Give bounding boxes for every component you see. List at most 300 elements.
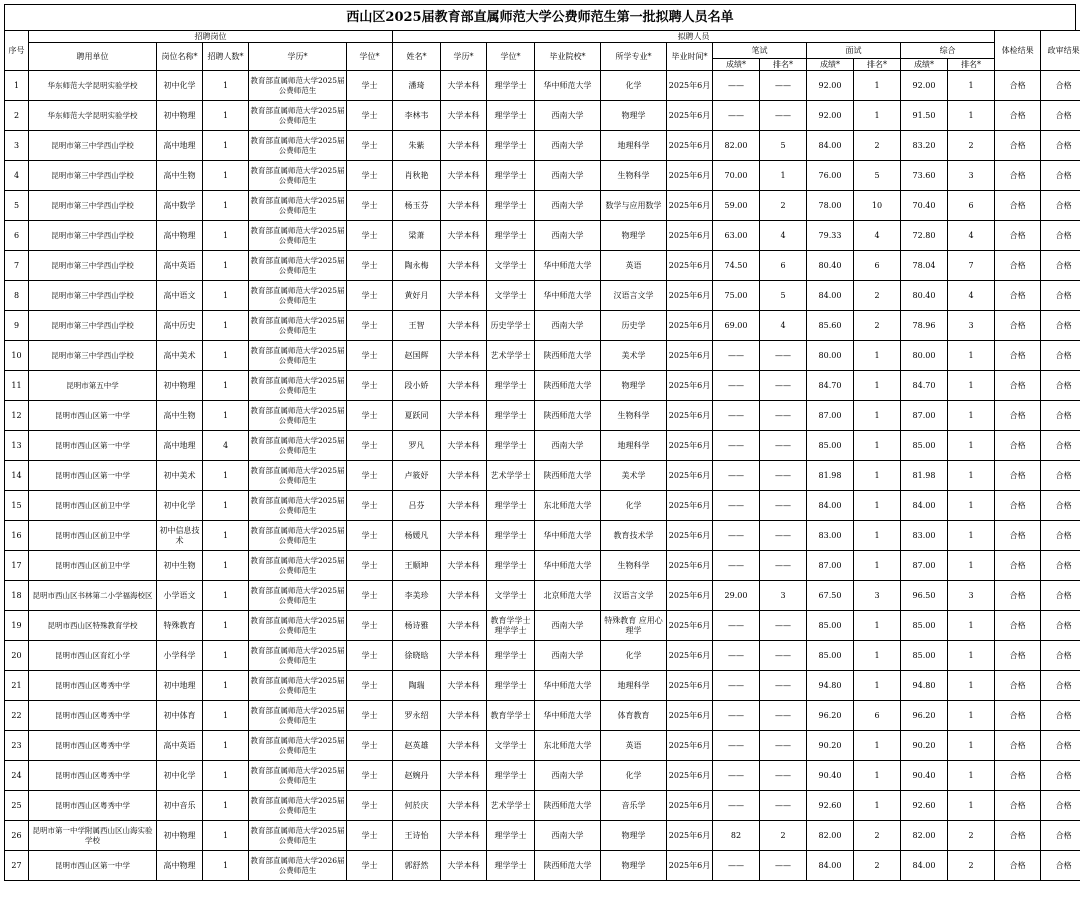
cell-education-req: 教育部直属师范大学2025届公费师范生 — [249, 131, 347, 161]
cell-major: 物理学 — [601, 821, 667, 851]
cell-degree: 理学学士 — [487, 401, 535, 431]
cell-school: 华中师范大学 — [535, 701, 601, 731]
cell-written-rank: 1 — [760, 161, 807, 191]
cell-name: 梁萧 — [393, 221, 441, 251]
cell-interview-rank: 1 — [854, 401, 901, 431]
cell-education-req: 教育部直属师范大学2025届公费师范生 — [249, 101, 347, 131]
cell-written-score: —— — [713, 761, 760, 791]
cell-recruit-num: 1 — [203, 791, 249, 821]
cell-grad-time: 2025年6月 — [667, 641, 713, 671]
cell-political: 合格 — [1041, 581, 1080, 611]
cell-post: 高中物理 — [157, 221, 203, 251]
cell-school: 陕西师范大学 — [535, 851, 601, 881]
header-political: 政审结果 — [1041, 31, 1080, 71]
cell-major: 英语 — [601, 731, 667, 761]
cell-post: 初中信息技术 — [157, 521, 203, 551]
cell-interview-score: 92.60 — [807, 791, 854, 821]
cell-overall-rank: 1 — [948, 101, 995, 131]
cell-degree-req: 学士 — [347, 71, 393, 101]
cell-overall-rank: 2 — [948, 131, 995, 161]
cell-grad-time: 2025年6月 — [667, 401, 713, 431]
cell-interview-score: 85.00 — [807, 641, 854, 671]
cell-recruit-num: 1 — [203, 611, 249, 641]
cell-post: 小学语文 — [157, 581, 203, 611]
cell-education-req: 教育部直属师范大学2025届公费师范生 — [249, 461, 347, 491]
cell-seq: 24 — [5, 761, 29, 791]
cell-political: 合格 — [1041, 791, 1080, 821]
cell-interview-rank: 5 — [854, 161, 901, 191]
cell-recruit-num: 1 — [203, 671, 249, 701]
table-row — [5, 341, 1080, 371]
cell-education-req: 教育部直属师范大学2025届公费师范生 — [249, 221, 347, 251]
cell-recruit-num: 1 — [203, 251, 249, 281]
header-overall-rank: 排名* — [948, 59, 995, 71]
cell-overall-rank: 1 — [948, 731, 995, 761]
table-row — [5, 791, 1080, 821]
cell-overall-score: 85.00 — [901, 641, 948, 671]
cell-school: 西南大学 — [535, 161, 601, 191]
cell-interview-rank: 6 — [854, 701, 901, 731]
cell-unit: 昆明市第五中学 — [29, 371, 157, 401]
cell-degree: 历史学学士 — [487, 311, 535, 341]
cell-degree-req: 学士 — [347, 191, 393, 221]
header-interview: 面试 — [807, 43, 901, 59]
cell-political: 合格 — [1041, 341, 1080, 371]
cell-overall-rank: 3 — [948, 311, 995, 341]
cell-major: 音乐学 — [601, 791, 667, 821]
cell-grad-time: 2025年6月 — [667, 821, 713, 851]
cell-grad-time: 2025年6月 — [667, 311, 713, 341]
cell-written-rank: —— — [760, 551, 807, 581]
cell-unit: 昆明市西山区粤秀中学 — [29, 671, 157, 701]
cell-education: 大学本科 — [441, 131, 487, 161]
cell-overall-rank: 1 — [948, 761, 995, 791]
cell-written-rank: —— — [760, 371, 807, 401]
cell-overall-rank: 1 — [948, 461, 995, 491]
cell-school: 华中师范大学 — [535, 71, 601, 101]
cell-written-score: —— — [713, 491, 760, 521]
cell-post: 小学科学 — [157, 641, 203, 671]
cell-physical: 合格 — [995, 581, 1041, 611]
cell-grad-time: 2025年6月 — [667, 491, 713, 521]
cell-overall-score: 92.00 — [901, 71, 948, 101]
cell-school: 华中师范大学 — [535, 671, 601, 701]
cell-grad-time: 2025年6月 — [667, 551, 713, 581]
cell-overall-score: 92.60 — [901, 791, 948, 821]
cell-overall-rank: 1 — [948, 551, 995, 581]
header-degree: 学位* — [487, 43, 535, 71]
cell-education-req: 教育部直属师范大学2025届公费师范生 — [249, 341, 347, 371]
cell-written-score: —— — [713, 101, 760, 131]
cell-education-req: 教育部直属师范大学2025届公费师范生 — [249, 551, 347, 581]
cell-seq: 19 — [5, 611, 29, 641]
cell-written-rank: 5 — [760, 281, 807, 311]
cell-interview-rank: 1 — [854, 341, 901, 371]
cell-overall-score: 84.00 — [901, 851, 948, 881]
cell-written-score: —— — [713, 731, 760, 761]
cell-physical: 合格 — [995, 461, 1041, 491]
cell-recruit-num: 1 — [203, 221, 249, 251]
cell-overall-rank: 1 — [948, 371, 995, 401]
cell-grad-time: 2025年6月 — [667, 101, 713, 131]
cell-degree-req: 学士 — [347, 731, 393, 761]
cell-interview-score: 96.20 — [807, 701, 854, 731]
cell-education: 大学本科 — [441, 491, 487, 521]
cell-recruit-num: 1 — [203, 191, 249, 221]
cell-written-score: —— — [713, 611, 760, 641]
cell-overall-score: 85.00 — [901, 611, 948, 641]
cell-interview-score: 87.00 — [807, 401, 854, 431]
cell-interview-score: 90.20 — [807, 731, 854, 761]
cell-interview-rank: 1 — [854, 521, 901, 551]
cell-interview-rank: 1 — [854, 791, 901, 821]
cell-recruit-num: 1 — [203, 581, 249, 611]
cell-overall-rank: 4 — [948, 281, 995, 311]
cell-seq: 5 — [5, 191, 29, 221]
cell-school: 华中师范大学 — [535, 251, 601, 281]
cell-seq: 14 — [5, 461, 29, 491]
cell-seq: 7 — [5, 251, 29, 281]
cell-political: 合格 — [1041, 431, 1080, 461]
cell-physical: 合格 — [995, 671, 1041, 701]
cell-political: 合格 — [1041, 521, 1080, 551]
cell-education-req: 教育部直属师范大学2025届公费师范生 — [249, 281, 347, 311]
cell-written-rank: —— — [760, 101, 807, 131]
cell-unit: 昆明市第三中学西山学校 — [29, 131, 157, 161]
cell-written-rank: 2 — [760, 191, 807, 221]
header-written-score: 成绩* — [713, 59, 760, 71]
cell-degree: 艺术学学士 — [487, 341, 535, 371]
cell-physical: 合格 — [995, 371, 1041, 401]
cell-overall-rank: 3 — [948, 161, 995, 191]
cell-grad-time: 2025年6月 — [667, 701, 713, 731]
cell-major: 物理学 — [601, 101, 667, 131]
cell-degree: 理学学士 — [487, 71, 535, 101]
cell-unit: 昆明市西山区第一中学 — [29, 851, 157, 881]
cell-post: 初中物理 — [157, 101, 203, 131]
cell-education: 大学本科 — [441, 251, 487, 281]
cell-physical: 合格 — [995, 311, 1041, 341]
cell-degree: 理学学士 — [487, 131, 535, 161]
cell-grad-time: 2025年6月 — [667, 71, 713, 101]
cell-interview-rank: 1 — [854, 371, 901, 401]
cell-physical: 合格 — [995, 221, 1041, 251]
cell-degree: 理学学士 — [487, 641, 535, 671]
cell-degree-req: 学士 — [347, 131, 393, 161]
cell-unit: 昆明市西山区粤秀中学 — [29, 731, 157, 761]
cell-unit: 昆明市西山区粤秀中学 — [29, 761, 157, 791]
cell-written-score: —— — [713, 521, 760, 551]
cell-school: 陕西师范大学 — [535, 791, 601, 821]
cell-seq: 23 — [5, 731, 29, 761]
header-seq: 序号 — [5, 31, 29, 71]
cell-grad-time: 2025年6月 — [667, 851, 713, 881]
cell-grad-time: 2025年6月 — [667, 131, 713, 161]
cell-education-req: 教育部直属师范大学2025届公费师范生 — [249, 731, 347, 761]
cell-written-rank: —— — [760, 431, 807, 461]
cell-physical: 合格 — [995, 551, 1041, 581]
cell-overall-rank: 2 — [948, 851, 995, 881]
cell-physical: 合格 — [995, 521, 1041, 551]
cell-post: 高中生物 — [157, 161, 203, 191]
header-education-req: 学历* — [249, 43, 347, 71]
cell-education-req: 教育部直属师范大学2025届公费师范生 — [249, 581, 347, 611]
cell-overall-rank: 6 — [948, 191, 995, 221]
cell-unit: 昆明市西山区前卫中学 — [29, 551, 157, 581]
header-interview-rank: 排名* — [854, 59, 901, 71]
cell-overall-rank: 1 — [948, 431, 995, 461]
cell-post: 特殊教育 — [157, 611, 203, 641]
cell-unit: 昆明市西山区第一中学 — [29, 401, 157, 431]
cell-political: 合格 — [1041, 191, 1080, 221]
cell-interview-score: 80.40 — [807, 251, 854, 281]
cell-degree-req: 学士 — [347, 251, 393, 281]
cell-political: 合格 — [1041, 611, 1080, 641]
page-title: 西山区2025届教育部直属师范大学公费师范生第一批拟聘人员名单 — [4, 4, 1076, 30]
cell-seq: 12 — [5, 401, 29, 431]
cell-education: 大学本科 — [441, 761, 487, 791]
cell-physical: 合格 — [995, 761, 1041, 791]
cell-overall-rank: 1 — [948, 701, 995, 731]
cell-post: 初中物理 — [157, 371, 203, 401]
cell-overall-score: 85.00 — [901, 431, 948, 461]
cell-overall-score: 81.98 — [901, 461, 948, 491]
cell-interview-rank: 2 — [854, 851, 901, 881]
cell-physical: 合格 — [995, 101, 1041, 131]
cell-interview-rank: 2 — [854, 311, 901, 341]
table-row — [5, 701, 1080, 731]
cell-degree-req: 学士 — [347, 671, 393, 701]
cell-major: 英语 — [601, 251, 667, 281]
cell-physical: 合格 — [995, 71, 1041, 101]
cell-grad-time: 2025年6月 — [667, 281, 713, 311]
cell-interview-score: 67.50 — [807, 581, 854, 611]
cell-major: 美术学 — [601, 461, 667, 491]
cell-degree-req: 学士 — [347, 491, 393, 521]
cell-name: 赵国辉 — [393, 341, 441, 371]
cell-post: 高中物理 — [157, 851, 203, 881]
cell-interview-rank: 4 — [854, 221, 901, 251]
cell-political: 合格 — [1041, 821, 1080, 851]
cell-written-rank: —— — [760, 851, 807, 881]
cell-post: 高中美术 — [157, 341, 203, 371]
cell-physical: 合格 — [995, 851, 1041, 881]
cell-overall-score: 96.20 — [901, 701, 948, 731]
table-row — [5, 191, 1080, 221]
cell-grad-time: 2025年6月 — [667, 611, 713, 641]
cell-education-req: 教育部直属师范大学2025届公费师范生 — [249, 71, 347, 101]
cell-seq: 16 — [5, 521, 29, 551]
cell-post: 初中生物 — [157, 551, 203, 581]
cell-degree-req: 学士 — [347, 581, 393, 611]
cell-name: 杨玉芬 — [393, 191, 441, 221]
cell-seq: 11 — [5, 371, 29, 401]
cell-overall-score: 87.00 — [901, 401, 948, 431]
cell-degree-req: 学士 — [347, 311, 393, 341]
cell-post: 初中物理 — [157, 821, 203, 851]
cell-name: 何於庆 — [393, 791, 441, 821]
header-name: 姓名* — [393, 43, 441, 71]
cell-written-score: —— — [713, 371, 760, 401]
cell-interview-rank: 1 — [854, 461, 901, 491]
cell-interview-score: 84.70 — [807, 371, 854, 401]
cell-degree: 理学学士 — [487, 431, 535, 461]
cell-degree: 理学学士 — [487, 851, 535, 881]
cell-education-req: 教育部直属师范大学2025届公费师范生 — [249, 431, 347, 461]
cell-education: 大学本科 — [441, 851, 487, 881]
cell-education-req: 教育部直属师范大学2025届公费师范生 — [249, 311, 347, 341]
cell-degree: 理学学士 — [487, 371, 535, 401]
cell-degree-req: 学士 — [347, 431, 393, 461]
cell-major: 地理科学 — [601, 431, 667, 461]
cell-degree: 文学学士 — [487, 731, 535, 761]
cell-degree: 艺术学学士 — [487, 791, 535, 821]
cell-education: 大学本科 — [441, 71, 487, 101]
cell-interview-score: 83.00 — [807, 521, 854, 551]
cell-written-rank: —— — [760, 401, 807, 431]
cell-school: 陕西师范大学 — [535, 341, 601, 371]
header-recruit-num: 招聘人数* — [203, 43, 249, 71]
cell-post: 高中历史 — [157, 311, 203, 341]
cell-major: 特殊教育 应用心理学 — [601, 611, 667, 641]
cell-grad-time: 2025年6月 — [667, 671, 713, 701]
cell-recruit-num: 1 — [203, 551, 249, 581]
cell-school: 东北师范大学 — [535, 731, 601, 761]
cell-seq: 10 — [5, 341, 29, 371]
cell-unit: 昆明市西山区粤秀中学 — [29, 791, 157, 821]
cell-recruit-num: 1 — [203, 371, 249, 401]
cell-degree-req: 学士 — [347, 101, 393, 131]
cell-overall-score: 96.50 — [901, 581, 948, 611]
cell-written-score: —— — [713, 701, 760, 731]
cell-school: 西南大学 — [535, 311, 601, 341]
cell-unit: 昆明市西山区前卫中学 — [29, 521, 157, 551]
cell-post: 初中地理 — [157, 671, 203, 701]
cell-overall-score: 70.40 — [901, 191, 948, 221]
table-row — [5, 371, 1080, 401]
cell-grad-time: 2025年6月 — [667, 191, 713, 221]
cell-major: 美术学 — [601, 341, 667, 371]
table-row — [5, 251, 1080, 281]
cell-degree-req: 学士 — [347, 611, 393, 641]
cell-seq: 4 — [5, 161, 29, 191]
cell-written-rank: 3 — [760, 581, 807, 611]
cell-interview-score: 84.00 — [807, 851, 854, 881]
cell-name: 潘琦 — [393, 71, 441, 101]
cell-interview-score: 92.00 — [807, 101, 854, 131]
cell-recruit-num: 1 — [203, 701, 249, 731]
cell-written-rank: —— — [760, 611, 807, 641]
cell-seq: 20 — [5, 641, 29, 671]
cell-interview-rank: 1 — [854, 731, 901, 761]
cell-seq: 17 — [5, 551, 29, 581]
cell-physical: 合格 — [995, 131, 1041, 161]
cell-post: 初中体育 — [157, 701, 203, 731]
cell-seq: 8 — [5, 281, 29, 311]
cell-written-rank: —— — [760, 341, 807, 371]
cell-written-rank: —— — [760, 461, 807, 491]
cell-recruit-num: 1 — [203, 461, 249, 491]
cell-name: 陶永梅 — [393, 251, 441, 281]
cell-written-rank: 5 — [760, 131, 807, 161]
cell-major: 物理学 — [601, 221, 667, 251]
cell-seq: 26 — [5, 821, 29, 851]
cell-written-score: —— — [713, 431, 760, 461]
table-row — [5, 311, 1080, 341]
cell-unit: 华东师范大学昆明实验学校 — [29, 101, 157, 131]
cell-post: 初中化学 — [157, 761, 203, 791]
cell-major: 化学 — [601, 71, 667, 101]
cell-degree-req: 学士 — [347, 221, 393, 251]
table-row — [5, 581, 1080, 611]
cell-education: 大学本科 — [441, 821, 487, 851]
cell-overall-score: 80.00 — [901, 341, 948, 371]
cell-education-req: 教育部直属师范大学2025届公费师范生 — [249, 821, 347, 851]
cell-grad-time: 2025年6月 — [667, 431, 713, 461]
cell-overall-score: 83.00 — [901, 521, 948, 551]
cell-physical: 合格 — [995, 641, 1041, 671]
cell-political: 合格 — [1041, 221, 1080, 251]
cell-seq: 15 — [5, 491, 29, 521]
cell-interview-score: 76.00 — [807, 161, 854, 191]
cell-grad-time: 2025年6月 — [667, 221, 713, 251]
cell-written-score: —— — [713, 551, 760, 581]
cell-degree: 理学学士 — [487, 551, 535, 581]
cell-interview-score: 85.00 — [807, 431, 854, 461]
cell-degree: 文学学士 — [487, 281, 535, 311]
header-grad-time: 毕业时间* — [667, 43, 713, 71]
cell-name: 夏跃同 — [393, 401, 441, 431]
cell-degree: 艺术学学士 — [487, 461, 535, 491]
cell-education: 大学本科 — [441, 611, 487, 641]
cell-grad-time: 2025年6月 — [667, 161, 713, 191]
cell-education: 大学本科 — [441, 791, 487, 821]
cell-overall-score: 78.04 — [901, 251, 948, 281]
cell-interview-score: 78.00 — [807, 191, 854, 221]
cell-overall-score: 83.20 — [901, 131, 948, 161]
cell-recruit-num: 1 — [203, 761, 249, 791]
cell-political: 合格 — [1041, 251, 1080, 281]
cell-post: 初中化学 — [157, 491, 203, 521]
cell-interview-score: 84.00 — [807, 131, 854, 161]
cell-education: 大学本科 — [441, 191, 487, 221]
table-row — [5, 611, 1080, 641]
cell-physical: 合格 — [995, 161, 1041, 191]
cell-unit: 昆明市第三中学西山学校 — [29, 251, 157, 281]
cell-degree-req: 学士 — [347, 821, 393, 851]
cell-physical: 合格 — [995, 701, 1041, 731]
cell-degree-req: 学士 — [347, 551, 393, 581]
table-row — [5, 641, 1080, 671]
cell-school: 西南大学 — [535, 641, 601, 671]
cell-grad-time: 2025年6月 — [667, 761, 713, 791]
cell-recruit-num: 1 — [203, 821, 249, 851]
cell-interview-score: 87.00 — [807, 551, 854, 581]
cell-interview-score: 90.40 — [807, 761, 854, 791]
cell-name: 肖秋艳 — [393, 161, 441, 191]
cell-recruit-num: 1 — [203, 731, 249, 761]
cell-political: 合格 — [1041, 491, 1080, 521]
cell-education: 大学本科 — [441, 581, 487, 611]
cell-name: 王智 — [393, 311, 441, 341]
cell-interview-score: 80.00 — [807, 341, 854, 371]
cell-written-rank: 2 — [760, 821, 807, 851]
cell-post: 高中生物 — [157, 401, 203, 431]
cell-written-score: 70.00 — [713, 161, 760, 191]
cell-education: 大学本科 — [441, 731, 487, 761]
cell-name: 罗凡 — [393, 431, 441, 461]
cell-grad-time: 2025年6月 — [667, 521, 713, 551]
